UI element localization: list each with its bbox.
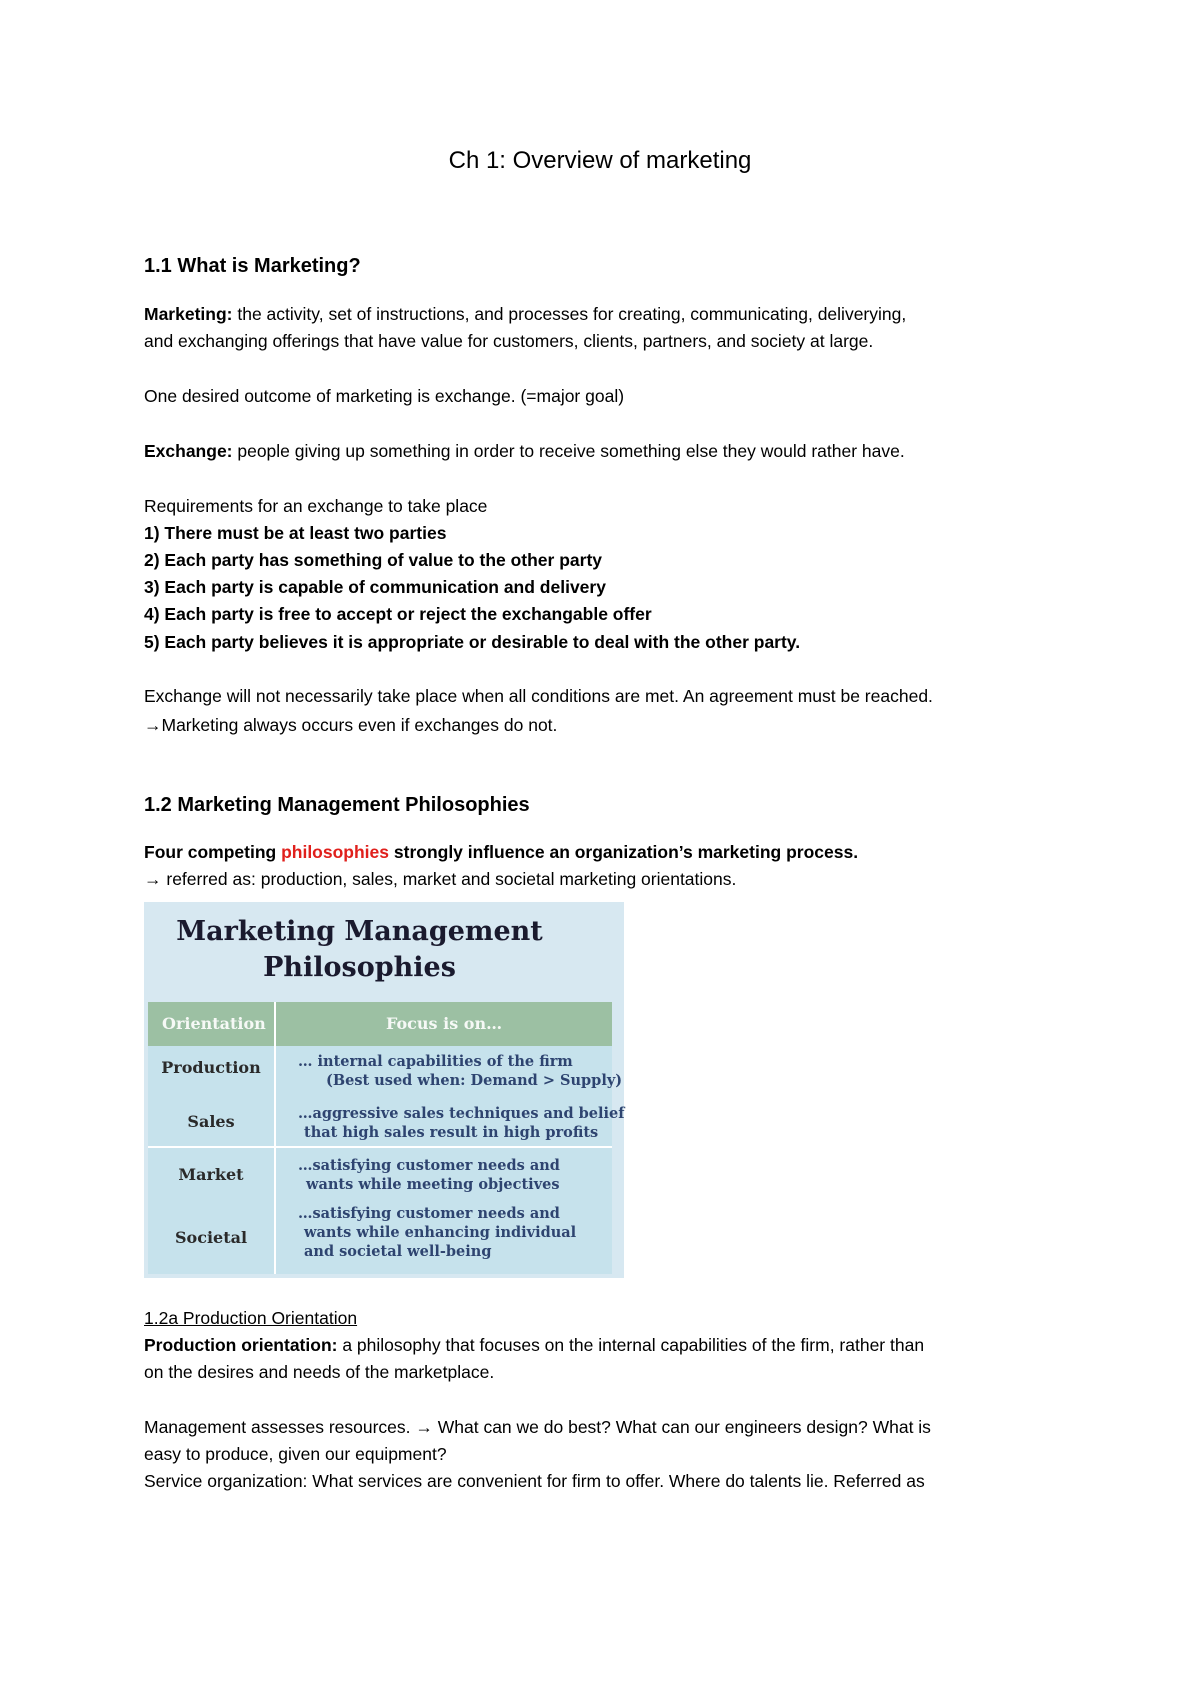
philosophies-lead-a: Four competing [144, 842, 282, 862]
management-assesses-line-2: easy to produce, given our equipment? [144, 1444, 447, 1464]
philosophies-lead [144, 840, 858, 864]
exchange-term: Exchange: [144, 441, 233, 461]
figure-title-line-1: Marketing Management [176, 916, 543, 947]
row-societal-focus-3: and societal well-being [304, 1243, 492, 1260]
exchange-definition-text: people giving up something in order to receive something else they would rather have. [232, 441, 905, 461]
row-market-focus-2: wants while meeting objectives [306, 1176, 560, 1193]
exchange-definition [144, 439, 905, 463]
row-market-orientation: Market [178, 1165, 244, 1184]
marketing-definition-line-1 [144, 302, 906, 326]
marketing-term: Marketing: [144, 304, 233, 324]
subsection-heading-production: 1.2a Production Orientation [144, 1308, 358, 1328]
production-definition-line-1 [144, 1333, 924, 1357]
production-definition-line-2: on the desires and needs of the marketplace. [144, 1362, 495, 1382]
row-sales-focus-1: …aggressive sales techniques and belief [298, 1105, 625, 1122]
management-assesses-line-1: Management assesses resources. → What can we do best? What can our engineers design? What is [144, 1417, 931, 1437]
requirement-item-5: 5) Each party believes it is appropriate or desirable to deal with the other party. [144, 632, 801, 652]
philosophies-table [148, 1002, 625, 1274]
production-definition-text-1: a philosophy that focuses on the internal capabilities of the firm, rather than [337, 1335, 925, 1355]
exchange-note-1: Exchange will not necessarily take place when all conditions are met. An agreement must be reached. [144, 686, 933, 706]
figure-title-line-2: Philosophies [263, 952, 456, 983]
philosophies-highlight: philosophies [281, 842, 390, 862]
requirement-item-4: 4) Each party is free to accept or reject the exchangable offer [144, 604, 652, 624]
row-societal-focus-2: wants while enhancing individual [304, 1224, 577, 1241]
requirement-item-3: 3) Each party is capable of communication and delivery [144, 577, 606, 597]
row-societal-focus-1: …satisfying customer needs and [298, 1205, 560, 1222]
desired-outcome-text: One desired outcome of marketing is exchange. (=major goal) [144, 386, 625, 406]
page-title: Ch 1: Overview of marketing [448, 147, 752, 174]
marketing-definition-text-1: the activity, set of instructions, and processes for creating, communicating, deliverying, [232, 304, 907, 324]
row-market-focus-1: …satisfying customer needs and [298, 1157, 560, 1174]
section-heading-what-is-marketing: 1.1 What is Marketing? [144, 255, 361, 277]
requirement-item-1: 1) There must be at least two parties [144, 523, 447, 543]
row-production-focus-1: … internal capabilities of the firm [298, 1053, 573, 1070]
row-production-orientation: Production [161, 1058, 261, 1077]
exchange-note-2: →Marketing always occurs even if exchanges do not. [144, 715, 558, 735]
production-term: Production orientation: [144, 1335, 338, 1355]
row-sales-orientation: Sales [187, 1112, 235, 1131]
orientations-list: → referred as: production, sales, market and societal marketing orientations. [144, 869, 737, 889]
philosophies-lead-b: strongly influence an organization’s marketing process. [389, 842, 859, 862]
requirement-item-2: 2) Each party has something of value to the other party [144, 550, 603, 570]
header-orientation: Orientation [162, 1014, 266, 1033]
marketing-definition-line-2: and exchanging offerings that have value for customers, clients, partners, and society at large. [144, 331, 874, 351]
requirements-intro: Requirements for an exchange to take place [144, 496, 488, 516]
service-organization-line: Service organization: What services are convenient for firm to offer. Where do talents lie. Referred as [144, 1471, 925, 1491]
column-divider [274, 1002, 276, 1274]
row-production-focus-2: (Best used when: Demand > Supply) [326, 1072, 623, 1089]
row-societal-orientation: Societal [174, 1228, 248, 1247]
table-body [148, 1046, 625, 1274]
row-divider [148, 1146, 612, 1148]
header-focus: Focus is on… [386, 1014, 503, 1033]
table-header-row [148, 1002, 612, 1046]
section-heading-philosophies: 1.2 Marketing Management Philosophies [144, 794, 530, 816]
row-sales-focus-2: that high sales result in high profits [304, 1124, 599, 1141]
philosophies-table-image [144, 902, 624, 1278]
